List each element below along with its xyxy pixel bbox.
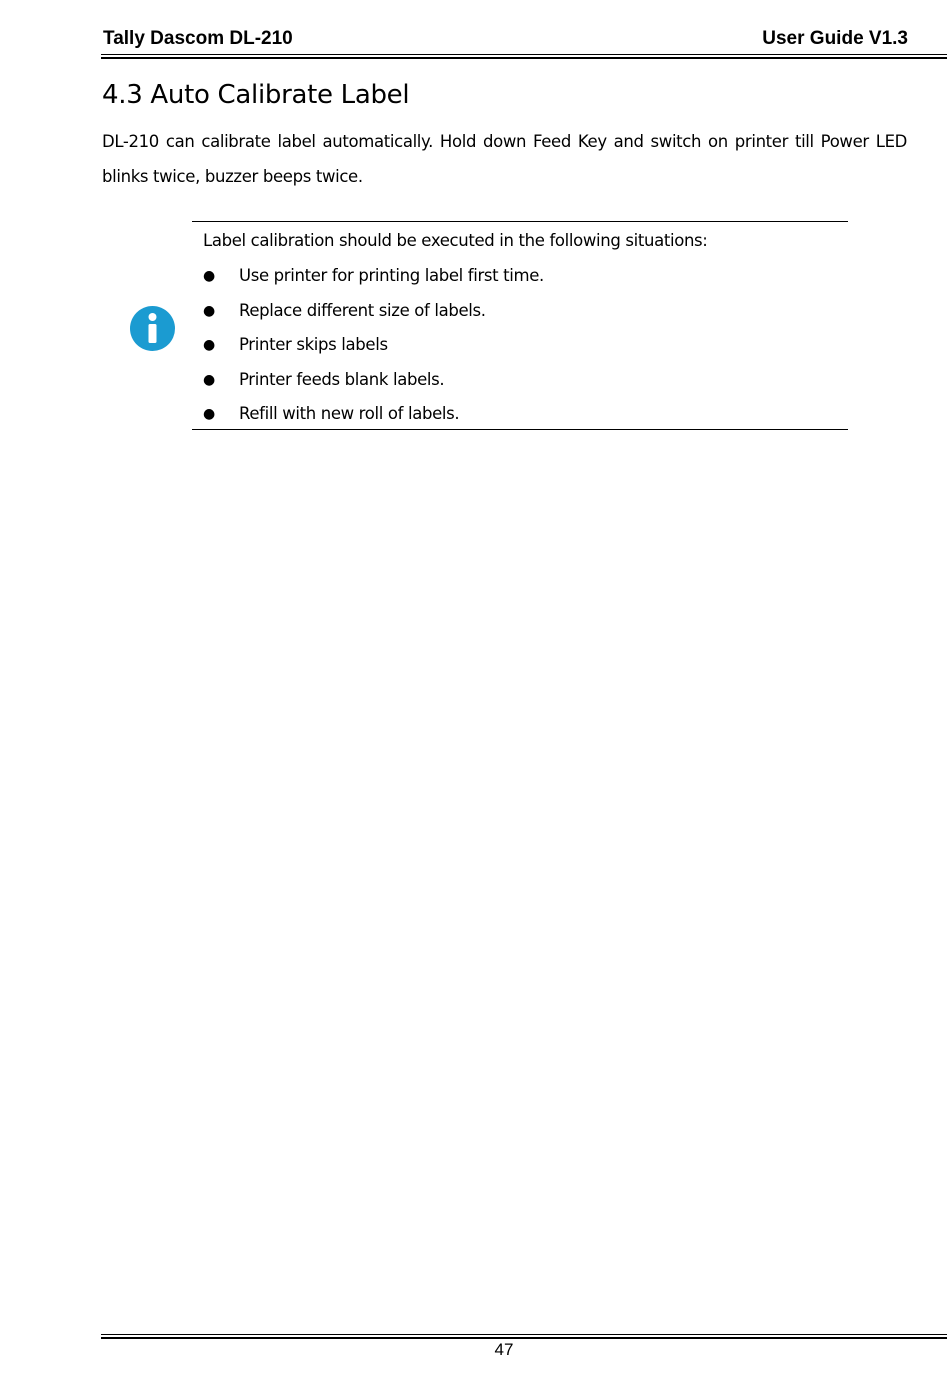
bullet-icon: ● <box>203 268 215 284</box>
page-header <box>103 28 908 52</box>
list-item <box>192 403 848 438</box>
list-item-text: Printer skips labels <box>239 335 388 355</box>
note-lead-text: Label calibration should be executed in the following situations: <box>203 231 708 250</box>
footer-divider <box>101 1334 947 1339</box>
situation-list <box>192 265 848 438</box>
page-number: 47 <box>494 1340 514 1359</box>
bullet-icon: ● <box>203 302 215 319</box>
bullet-icon: ● <box>203 337 215 354</box>
info-note-box <box>192 221 848 430</box>
header-divider <box>101 54 947 59</box>
bullet-icon: ● <box>203 406 215 423</box>
list-item-text: Refill with new roll of labels. <box>239 404 460 424</box>
list-item <box>192 334 848 369</box>
info-icon <box>130 306 175 351</box>
header-guide-version: User Guide V1.3 <box>762 28 908 49</box>
bullet-icon: ● <box>203 371 215 388</box>
list-item-text: Replace different size of labels. <box>239 300 486 320</box>
list-item <box>192 265 848 300</box>
list-item-text: Printer feeds blank labels. <box>239 369 445 389</box>
header-product-name: Tally Dascom DL-210 <box>103 28 293 49</box>
list-item <box>192 369 848 404</box>
section-title: 4.3 Auto Calibrate Label <box>102 80 410 110</box>
section-intro-paragraph: DL-210 can calibrate label automatically. Hold down Feed Key and switch on printer till Power LED blinks twice, buzzer beeps twice. <box>102 132 907 186</box>
list-item-text: Use printer for printing label first time. <box>239 266 544 285</box>
list-item <box>192 300 848 335</box>
